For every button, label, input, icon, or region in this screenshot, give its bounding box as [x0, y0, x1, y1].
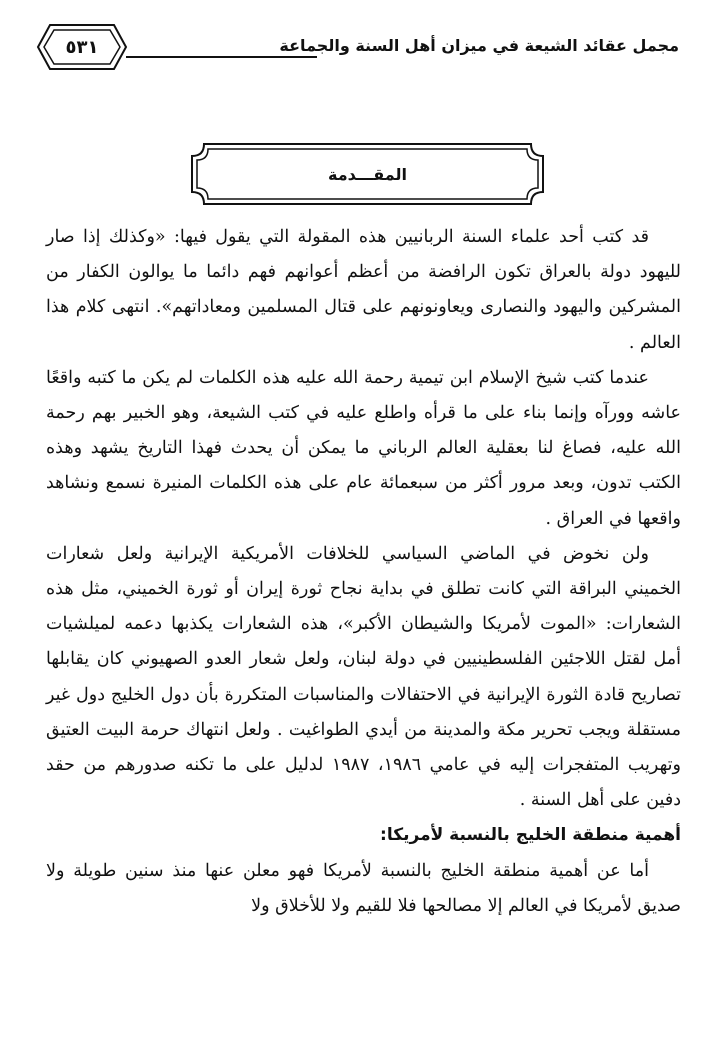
page-number: ٥٣١ — [65, 36, 99, 58]
section-title-frame — [190, 142, 545, 206]
page-number-badge — [36, 22, 128, 72]
paragraph-3: ولن نخوض في الماضي السياسي للخلافات الأمريكية الإيرانية ولعل شعارات الخميني البراقة التي كانت تطلق في بداية نجاح ثورة إيران أو ثورة الخميني، مثل هذه الشعارات: «الموت لأمريكا والشيطان الأكبر»، هذه الشعارات يكذبها دعمه لميلشيات أمل لقتل اللاجئين الفلسطينيين في دولة لبنان، ولعل شعار العدو الصهيوني كان يقابلها تصاريح قادة الثورة الإيرانية في الاحتفالات والمناسبات المتكررة بأن دول الخليج دول غير مستقلة ويجب تحرير مكة والمدينة من أيدي الطواغيت . ولعل انتهاك حرمة البيت العتيق وتهريب المتفجرات إليه في عامي ١٩٨٦، ١٩٨٧ لدليل على ما تكنه صدورهم من حقد دفين على أهل السنة . — [46, 543, 681, 811]
paragraph-2: عندما كتب شيخ الإسلام ابن تيمية رحمة الله عليه هذه الكلمات لم يكن ما كتبه واقعًا عاشه وورآه وإنما بناء على ما قرأه واطلع عليه في كتب الشيعة، وهو الخبير بهم رحمة الله عليه، فصاغ لنا بعقلية العالم الرباني ما يمكن أن يحدث فهذا التاريخ يشهد وهذه الكتب تدون، وبعد مرور أكثر من سبعمائة عام على هذه الكلمات المنيرة نسمع ونشاهد واقعها في العراق . — [46, 367, 681, 529]
paragraph-1: قد كتب أحد علماء السنة الربانيين هذه المقولة التي يقول فيها: «وكذلك إذا صار لليهود دولة بالعراق تكون الرافضة من أعظم أعوانهم فهم دائما ما يوالون الكفار من المشركين واليهود والنصارى ويعاونونهم على قتال المسلمين ومعاداتهم». انتهى كلام هذا العالم . — [46, 227, 681, 353]
header-rule — [126, 56, 317, 58]
page-header — [30, 22, 697, 72]
section-title: المقـــدمة — [328, 164, 407, 184]
running-title: مجمل عقائد الشيعة في ميزان أهل السنة والجماعة — [279, 36, 679, 55]
subheading: أهمية منطقة الخليج بالنسبة لأمريكا: — [380, 825, 681, 846]
paragraph-4: أما عن أهمية منطقة الخليج بالنسبة لأمريكا فهو معلن عنها منذ سنين طويلة ولا صديق لأمريكا في العالم إلا مصالحها فلا للقيم ولا للأخلاق ولا — [46, 860, 681, 916]
body-text — [46, 220, 681, 924]
